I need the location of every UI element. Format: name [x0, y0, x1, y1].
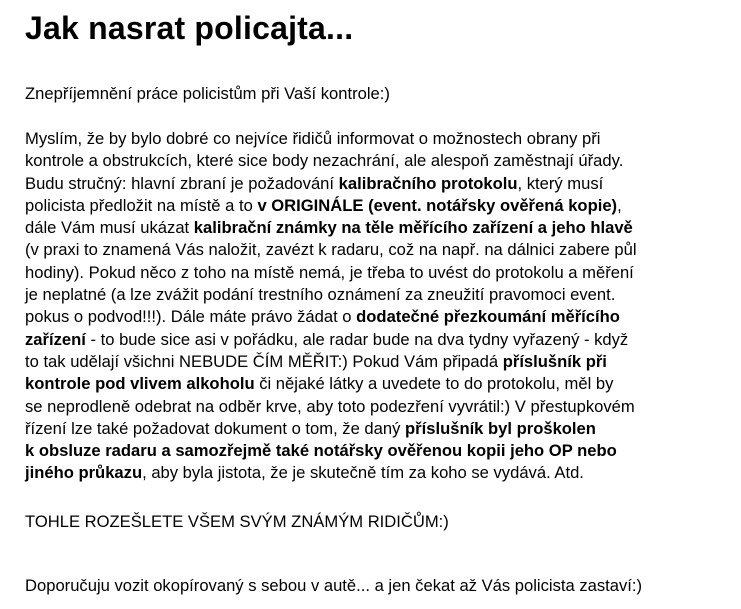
body-line-9 [25, 306, 637, 328]
body-text: policista předložit na místě a to [25, 195, 258, 215]
body-line-11 [25, 351, 637, 373]
body-text: Myslím, že by bylo dobré co nejvíce řidičů informovat o možnostech obrany při [25, 129, 601, 148]
body-line-14 [25, 418, 637, 440]
body-emphasis: kontrole pod vlivem alkoholu [25, 374, 255, 394]
body-text: se neprodleně odebrat na odběr krve, aby toto podezření vyvrátil:) V přestupkovém [25, 396, 635, 416]
body-line-12 [25, 373, 637, 395]
body-text: je neplatné (a lze zvážit podání trestního oznámení za zneužití pravomoci event. [25, 285, 616, 305]
body-line-6 [25, 239, 637, 261]
body-line-8 [25, 284, 637, 306]
body-text: řízení lze také požadovat dokument o tom, že daný [25, 418, 406, 438]
intro-line: Znepříjemnění práce policistům při Vaší kontrole:) [25, 84, 390, 103]
body-emphasis: dodatečné přezkoumání měřícího [356, 307, 620, 327]
body-line-16 [25, 462, 637, 484]
body-line-3 [25, 173, 637, 195]
body-line-7 [25, 262, 637, 284]
body-text: (v praxi to znamená Vás naložit, zavézt k radaru, což na např. na dálnici zabere půl [25, 240, 637, 260]
body-text: - to bude sice asi v pořádku, ale radar bude na dva tydny vyřazený - když [85, 329, 629, 349]
body-line-15 [25, 440, 637, 462]
body-paragraph [25, 128, 637, 485]
body-emphasis: v ORIGINÁLE (event. notářsky ověřená kopie) [257, 195, 618, 215]
body-text: hodiny). Pokud něco z toho na místě nemá, je třeba to uvést do protokolu a měření [25, 262, 634, 282]
caps-line: TOHLE ROZEŠLETE VŠEM SVÝM ZNÁMÝM RIDIČŮM:) [25, 512, 449, 531]
body-text: to tak udělají všichni NEBUDE ČÍM MĚŘIT:) Pokud Vám připadá [25, 351, 503, 371]
body-line-4 [25, 195, 637, 217]
body-emphasis: příslušník byl proškolen [405, 418, 596, 438]
body-emphasis: příslušník při [502, 351, 607, 371]
body-line-1 [25, 128, 637, 150]
page-title: Jak nasrat policajta... [25, 10, 354, 46]
body-emphasis: zařízení [25, 329, 86, 349]
body-text: , [617, 195, 622, 215]
body-line-13 [25, 396, 637, 418]
body-text: či nějaké látky a uvedete to do protokolu, měl by [254, 374, 614, 394]
body-line-2 [25, 150, 637, 172]
body-emphasis: k obsluze radaru a samozřejmě také notářsky ověřenou kopii jeho OP nebo [25, 441, 617, 461]
body-text: Budu stručný: hlavní zbraní je požadování [25, 173, 339, 193]
body-text: dále Vám musí ukázat [25, 218, 194, 238]
body-emphasis: kalibračního protokolu [338, 173, 518, 193]
body-emphasis: kalibrační známky na těle měřícího zařízení a jeho hlavě [193, 218, 633, 238]
body-line-5 [25, 217, 637, 239]
footer-line: Doporučuju vozit okopírovaný s sebou v autě... a jen čekat až Vás policista zastaví:) [25, 576, 643, 595]
body-text: , který musí [517, 173, 604, 193]
body-line-10 [25, 329, 637, 351]
body-emphasis: jiného průkazu [25, 463, 143, 483]
body-text: pokus o podvod!!!). Dále máte právo žádat o [25, 307, 357, 327]
body-text: kontrole a obstrukcích, které sice body nezachrání, ale alespoň zaměstnají úřady. [25, 151, 624, 171]
body-text: , aby byla jistota, že je skutečně tím za koho se vydává. Atd. [142, 463, 584, 483]
